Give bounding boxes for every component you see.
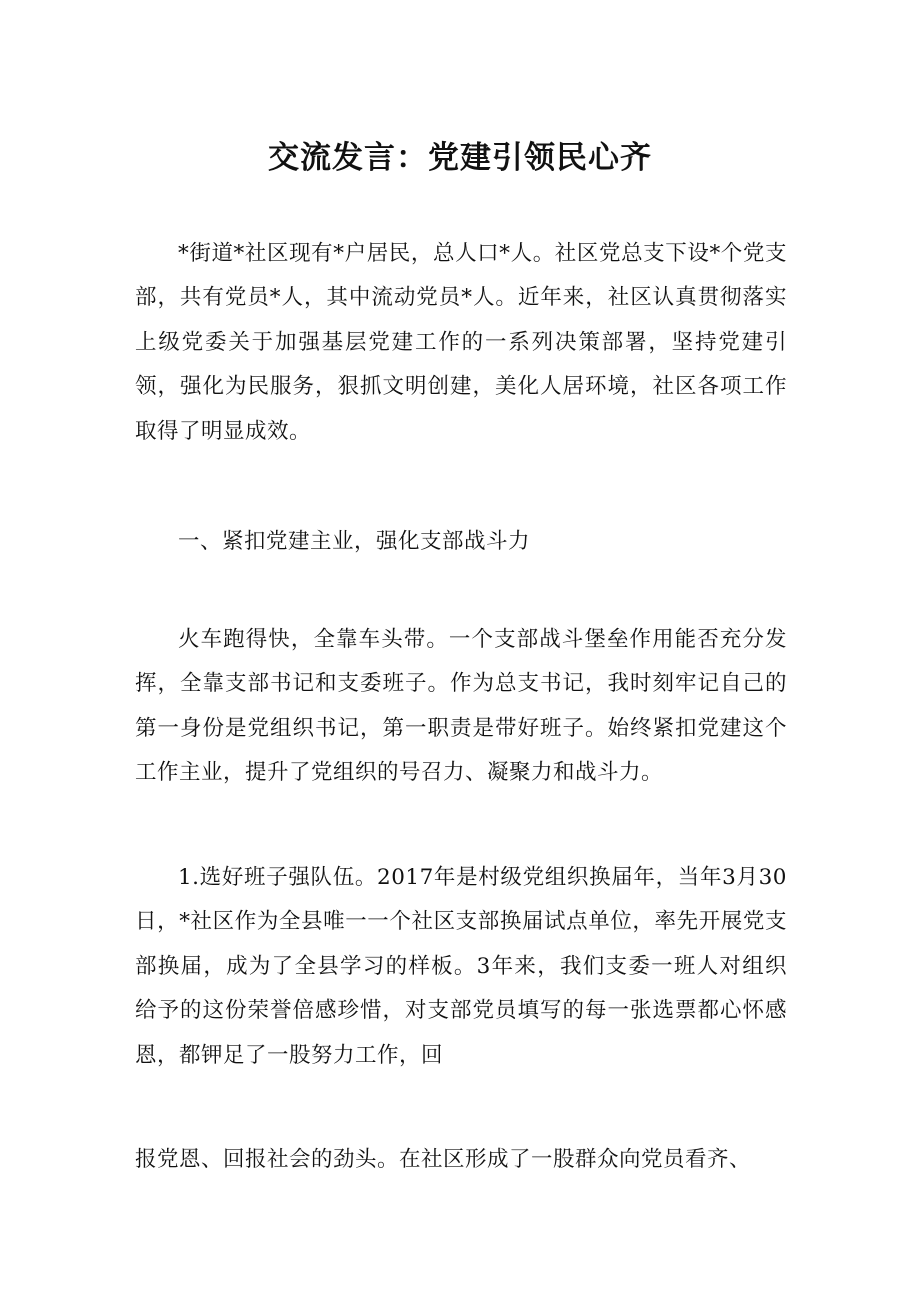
document-title: 交流发言：党建引领民心齐 xyxy=(268,139,652,176)
paragraph-section-1: 火车跑得快，全靠车头带。一个支部战斗堡垒作用能否充分发挥，全靠支部书记和支委班子。作为总支书记，我时刻牢记自己的第一身份是党组织书记，第一职责是带好班子。始终紧扣党建这个工作主业，提升了党组织的号召力、凝聚力和战斗力。 xyxy=(135,626,787,785)
paragraph-continuation: 报党恩、回报社会的劲头。在社区形成了一股群众向党员看齐、 xyxy=(135,1146,752,1172)
paragraph-intro: *街道*社区现有*户居民，总人口*人。社区党总支下设*个党支部，共有党员*人，其中流动党员*人。近年来，社区认真贯彻落实上级党委关于加强基层党建工作的一系列决策部署，坚持党建引领，强化为民服务，狠抓文明创建，美化人居环境，社区各项工作取得了明显成效。 xyxy=(135,240,787,444)
section-heading-1: 一、紧扣党建主业，强化支部战斗力 xyxy=(178,528,531,554)
paragraph-item-1: 1.选好班子强队伍。2017年是村级党组织换届年，当年3月30日，*社区作为全县唯一一个社区支部换届试点单位，率先开展党支部换届，成为了全县学习的样板。3年来，我们支委一班人对组织给予的这份荣誉倍感珍惜，对支部党员填写的每一张选票都心怀感恩，都钾足了一股努力工作，回 xyxy=(135,864,787,1068)
